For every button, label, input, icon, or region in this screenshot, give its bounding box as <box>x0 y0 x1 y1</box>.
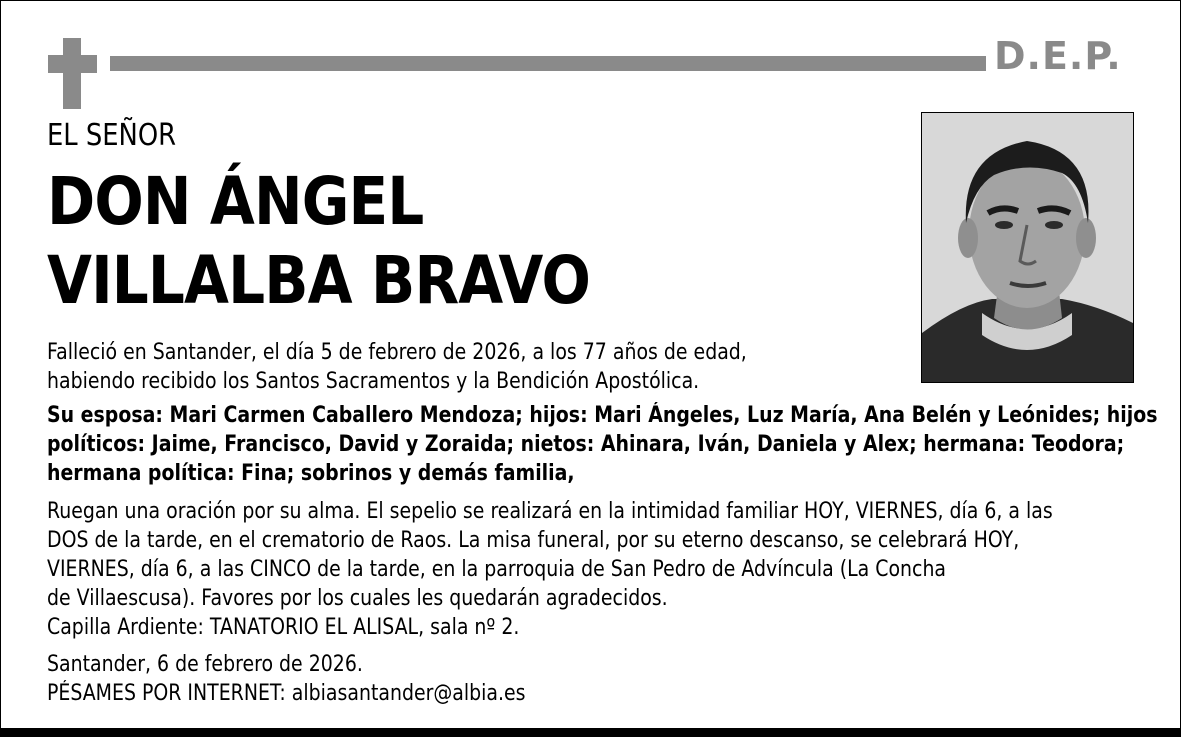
cross-icon-bar <box>48 55 97 73</box>
death-notice-line-1: Falleció en Santander, el día 5 de febrero de 2026, a los 77 años de edad, <box>47 340 747 365</box>
ceremony-line-4: de Villaescusa). Favores por los cuales les quedarán agradecidos. <box>47 586 668 611</box>
header-rule <box>110 56 986 71</box>
place-date: Santander, 6 de febrero de 2026. <box>47 652 363 677</box>
ceremony-line-1: Ruegan una oración por su alma. El sepelio se realizará en la intimidad familiar HOY, VIERNES, día 6, a las <box>47 499 1053 524</box>
ceremony-line-3: VIERNES, día 6, a las CINCO de la tarde, en la parroquia de San Pedro de Advíncula (La Concha <box>47 557 947 582</box>
ceremony-line-5: Capilla Ardiente: TANATORIO EL ALISAL, sala nº 2. <box>47 615 520 640</box>
death-notice-line-2: habiendo recibido los Santos Sacramentos y la Bendición Apostólica. <box>47 369 700 394</box>
family-line-1: Su esposa: Mari Carmen Caballero Mendoza; hijos: Mari Ángeles, Luz María, Ana Belén y Leónides; hijos <box>47 403 1158 428</box>
ceremony-line-2: DOS de la tarde, en el crematorio de Raos. La misa funeral, por su eterno descanso, se celebrará HOY, <box>47 528 1020 553</box>
deceased-portrait <box>921 112 1134 383</box>
dep-label: D.E.P. <box>994 34 1122 78</box>
cross-icon <box>63 38 81 109</box>
deceased-name-line-1: DON ÁNGEL <box>47 163 424 240</box>
family-line-2: políticos: Jaime, Francisco, David y Zoraida; nietos: Ahinara, Iván, Daniela y Alex; hermana: Teodora; <box>47 432 1125 457</box>
honorific: EL SEÑOR <box>47 118 177 153</box>
family-line-3: hermana política: Fina; sobrinos y demás familia, <box>47 461 575 486</box>
condolences-line: PÉSAMES POR INTERNET: albiasantander@albia.es <box>47 681 526 706</box>
bottom-border <box>0 728 1181 737</box>
deceased-name-line-2: VILLALBA BRAVO <box>47 242 590 319</box>
